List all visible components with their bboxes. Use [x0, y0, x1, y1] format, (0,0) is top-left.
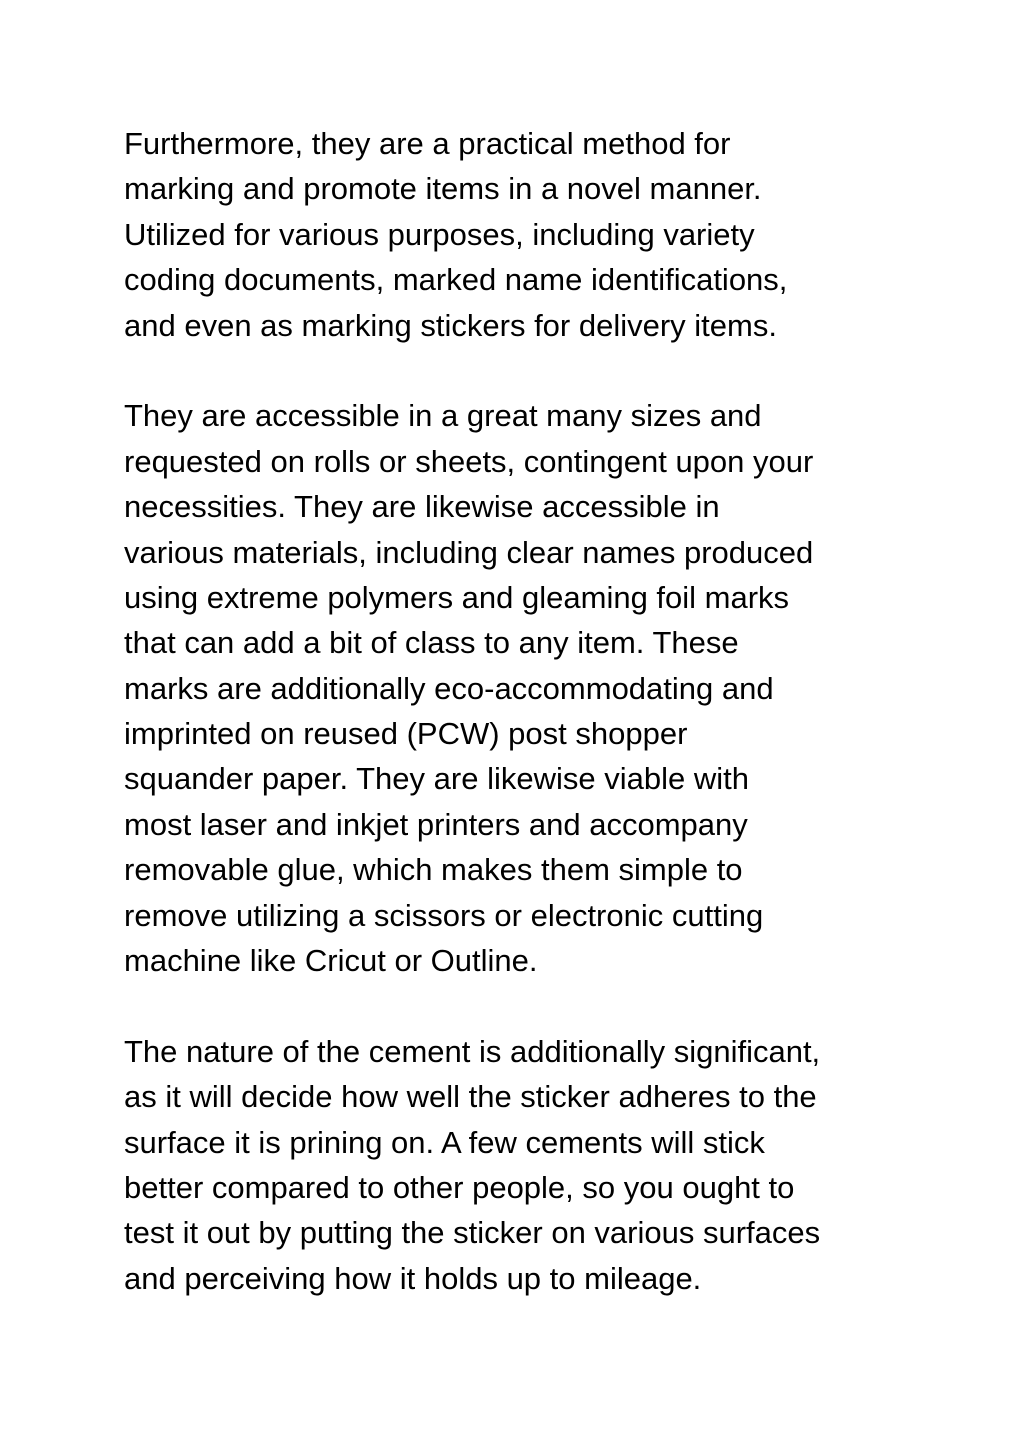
document-body [124, 121, 924, 1301]
text-line: test it out by putting the sticker on various surfaces [124, 1215, 821, 1251]
text-line: and even as marking stickers for delivery items. [124, 307, 777, 343]
text-line: that can add a bit of class to any item. These [124, 625, 739, 661]
text-line: marks are additionally eco-accommodating and [124, 670, 774, 706]
text-line: necessities. They are likewise accessible in [124, 489, 720, 525]
text-line: coding documents, marked name identifications, [124, 262, 788, 298]
text-line: and perceiving how it holds up to mileage. [124, 1260, 702, 1296]
text-line: removable glue, which makes them simple to [124, 852, 743, 888]
text-line: They are accessible in a great many sizes and [124, 398, 762, 434]
text-line: The nature of the cement is additionally significant, [124, 1033, 821, 1069]
text-line: Utilized for various purposes, including variety [124, 216, 755, 252]
text-line: imprinted on reused (PCW) post shopper [124, 716, 688, 752]
text-line: using extreme polymers and gleaming foil marks [124, 579, 790, 615]
paragraph-spacer [124, 348, 924, 393]
text-line: requested on rolls or sheets, contingent upon your [124, 443, 814, 479]
paragraph-3 [124, 1029, 924, 1301]
text-line: remove utilizing a scissors or electronic cutting [124, 897, 764, 933]
paragraph-spacer [124, 983, 924, 1028]
paragraph-1 [124, 121, 924, 348]
text-line: better compared to other people, so you ought to [124, 1169, 795, 1205]
text-line: Furthermore, they are a practical method for [124, 126, 731, 161]
text-line: marking and promote items in a novel manner. [124, 171, 762, 207]
text-line: squander paper. They are likewise viable with [124, 761, 749, 797]
text-line: various materials, including clear names produced [124, 534, 814, 570]
text-line: most laser and inkjet printers and accompany [124, 806, 748, 842]
text-line: machine like Cricut or Outline. [124, 943, 538, 979]
text-line: surface it is prining on. A few cements will stick [124, 1124, 765, 1160]
paragraph-2 [124, 393, 924, 983]
text-line: as it will decide how well the sticker adheres to the [124, 1079, 817, 1115]
